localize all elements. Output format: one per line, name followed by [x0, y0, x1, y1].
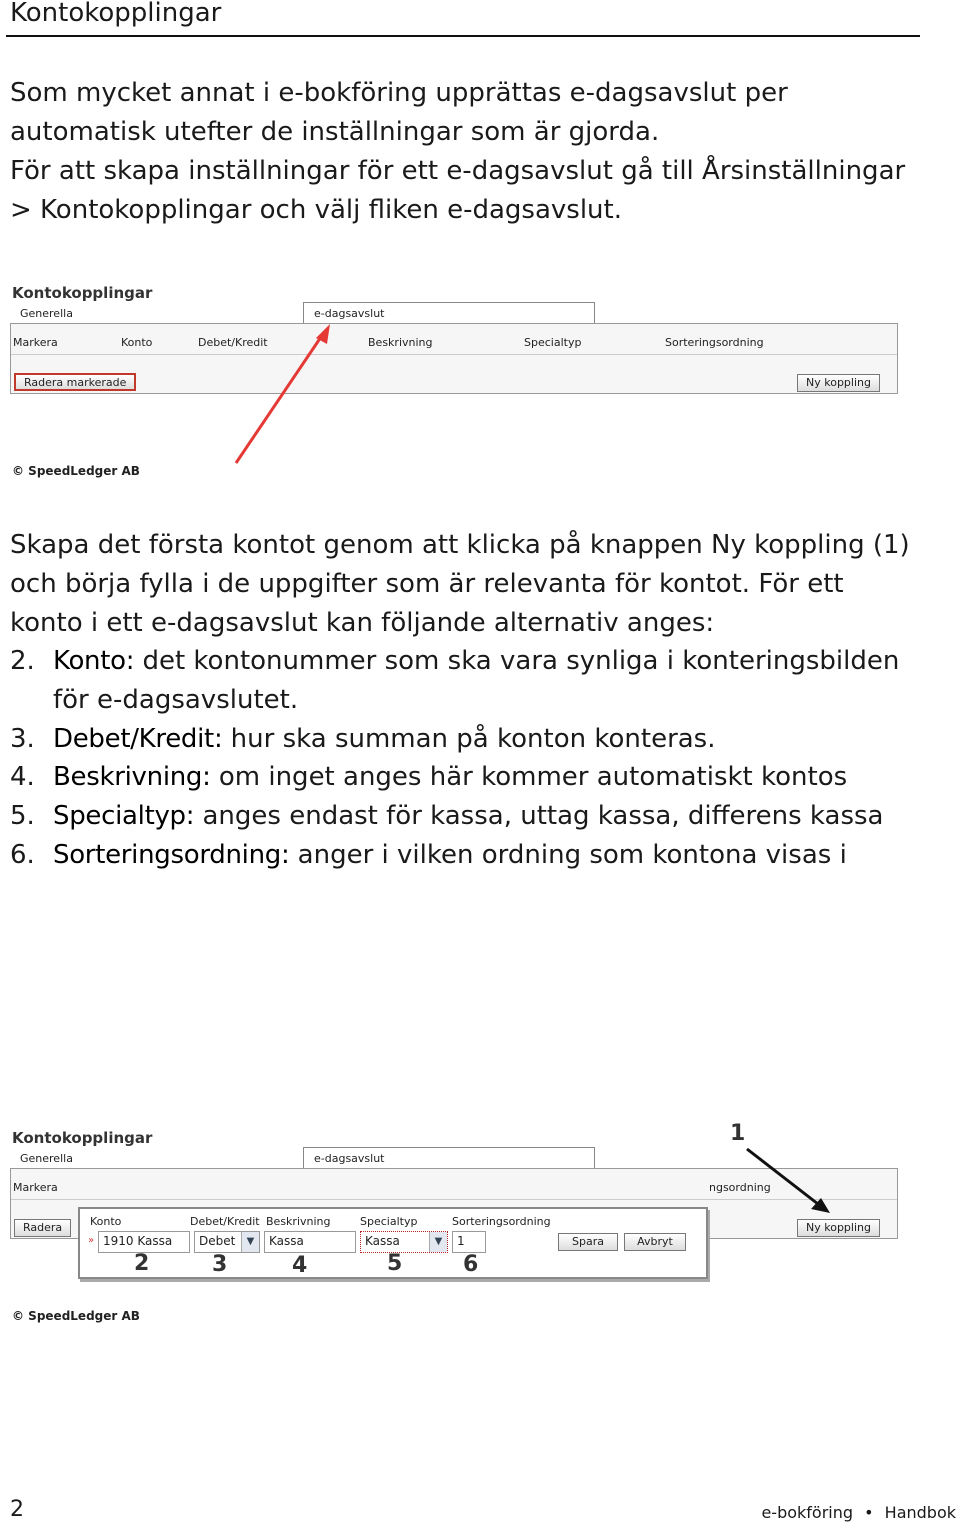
- column-header-debet-kredit: Debet/Kredit: [198, 336, 268, 349]
- list-item: [10, 642, 940, 720]
- column-header-specialtyp: Specialtyp: [524, 336, 582, 349]
- list-number: 2.: [10, 646, 35, 676]
- tab-e-dagsavslut[interactable]: e-dagsavslut: [303, 1147, 595, 1169]
- tab-e-dagsavslut[interactable]: e-dagsavslut: [303, 302, 595, 324]
- konto-input[interactable]: 1910 Kassa: [98, 1231, 190, 1253]
- intro-line: Som mycket annat i e-bokföring upprättas e-dagsavslut per: [10, 78, 788, 108]
- delete-selected-button[interactable]: Radera markerade: [14, 373, 136, 391]
- para-line: konto i ett e-dagsavslut kan följande alternativ anges:: [10, 608, 715, 638]
- debet-kredit-value: Debet: [199, 1234, 236, 1248]
- screenshot-kontokopplingar-2: [10, 1121, 900, 1329]
- label-debet-kredit: Debet/Kredit: [190, 1215, 260, 1228]
- desc: för e-dagsavslutet.: [53, 684, 299, 715]
- term: Sorteringsordning:: [53, 839, 290, 870]
- desc: om inget anges här kommer automatiskt kontos: [210, 762, 848, 793]
- heading-rule: [6, 35, 920, 37]
- callout-number: 2: [134, 1251, 150, 1276]
- footer-right: Handbok: [884, 1503, 956, 1522]
- row-marker-icon: »: [88, 1235, 95, 1246]
- footer-left: e-bokföring: [761, 1503, 854, 1522]
- desc: hur ska summan på konton konteras.: [222, 723, 716, 754]
- shot-title: Kontokopplingar: [12, 284, 153, 302]
- list-number: 6.: [10, 839, 35, 870]
- desc: anger i vilken ordning som kontona visas i: [289, 839, 847, 870]
- list-number: 4.: [10, 762, 35, 793]
- new-connection-button[interactable]: Ny koppling: [797, 374, 880, 392]
- callout-number: 5: [387, 1251, 403, 1276]
- red-arrow-icon: [10, 284, 900, 484]
- column-header-sorteringsordning: Sorteringsordning: [665, 336, 764, 349]
- intro-paragraph: [10, 74, 940, 230]
- callout-number: 4: [292, 1253, 308, 1278]
- para-line: och börja fylla i de uppgifter som är relevanta för kontot. För ett: [10, 569, 844, 599]
- chevron-down-icon: ▼: [429, 1232, 447, 1252]
- cancel-button[interactable]: Avbryt: [624, 1233, 686, 1251]
- list-item: [10, 797, 940, 836]
- callout-number: 3: [212, 1252, 228, 1277]
- shot-title: Kontokopplingar: [12, 1129, 153, 1147]
- copyright: © SpeedLedger AB: [12, 464, 140, 478]
- column-header-sorteringsordning: ngsordning: [709, 1181, 771, 1194]
- instructions-paragraph: [10, 526, 940, 643]
- specialtyp-value: Kassa: [365, 1234, 400, 1248]
- desc: anges endast för kassa, uttag kassa, differens kassa: [194, 801, 884, 832]
- label-specialtyp: Specialtyp: [360, 1215, 418, 1228]
- sorteringsordning-input[interactable]: 1: [452, 1231, 486, 1253]
- chevron-down-icon: ▼: [241, 1232, 259, 1252]
- list-item: [10, 758, 940, 797]
- options-list: [10, 642, 940, 875]
- list-number: 3.: [10, 723, 35, 754]
- footer-bullet: •: [864, 1503, 874, 1522]
- screenshot-kontokopplingar-1: [10, 284, 900, 484]
- para-line: Skapa det första kontot genom att klicka på knappen Ny koppling (1): [10, 530, 910, 560]
- copyright: © SpeedLedger AB: [12, 1309, 140, 1323]
- page-number: 2: [10, 1497, 24, 1522]
- label-konto: Konto: [90, 1215, 122, 1228]
- new-connection-button[interactable]: Ny koppling: [797, 1219, 880, 1237]
- beskrivning-input[interactable]: Kassa: [264, 1231, 356, 1253]
- list-item: [10, 836, 940, 875]
- term: Konto:: [53, 646, 135, 676]
- term: Debet/Kredit:: [53, 723, 223, 754]
- list-item: [10, 720, 940, 759]
- desc: det kontonummer som ska vara synliga i konteringsbilden: [134, 646, 900, 676]
- tab-generella[interactable]: Generella: [20, 307, 73, 320]
- list-number: 5.: [10, 801, 35, 832]
- page-heading: Kontokopplingar: [10, 0, 222, 28]
- callout-number: 1: [730, 1121, 746, 1146]
- column-header-markera: Markera: [13, 336, 58, 349]
- label-sorteringsordning: Sorteringsordning: [452, 1215, 551, 1228]
- term: Specialtyp:: [53, 801, 195, 832]
- footer-title: [755, 1503, 956, 1522]
- intro-line: automatisk utefter de inställningar som är gjorda.: [10, 117, 660, 147]
- black-arrow-icon: [10, 1129, 900, 1329]
- term: Beskrivning:: [53, 762, 211, 793]
- column-header-markera: Markera: [13, 1181, 58, 1194]
- label-beskrivning: Beskrivning: [266, 1215, 331, 1228]
- intro-line: > Kontokopplingar och välj fliken e-dagsavslut.: [10, 195, 622, 225]
- column-header-konto: Konto: [121, 336, 153, 349]
- delete-button[interactable]: Radera: [14, 1219, 71, 1237]
- tab-generella[interactable]: Generella: [20, 1152, 73, 1165]
- intro-line: För att skapa inställningar för ett e-dagsavslut gå till Årsinställningar: [10, 156, 906, 186]
- callout-number: 6: [463, 1252, 479, 1277]
- column-header-beskrivning: Beskrivning: [368, 336, 433, 349]
- save-button[interactable]: Spara: [558, 1233, 618, 1251]
